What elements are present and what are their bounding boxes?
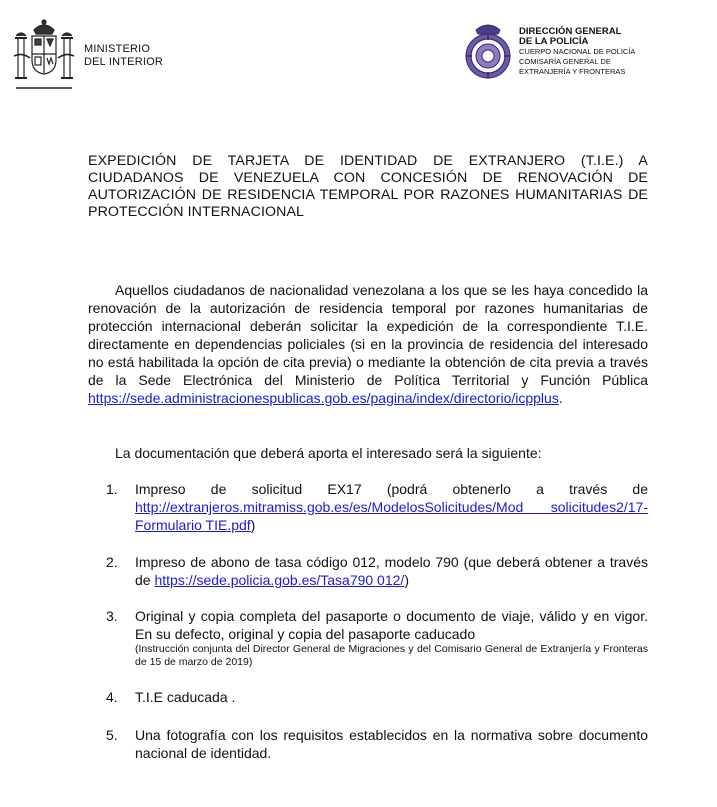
list-item xyxy=(106,553,648,589)
list-item xyxy=(106,607,648,669)
police-badge-icon xyxy=(462,22,514,82)
intro-text: Aquellos ciudadanos de nacionalidad venezolana a los que se les haya concedido la renovación de la autorización de residencia temporal por razones humanitarias de protección internacional deberán solicitar la expedición de la correspondiente T.I.E. directamente en dependencias policiales (si en la provincia de residencia del interesado no está habilitada la opción de cita previa) o mediante la obtención de cita previa a través de la Sede Electrónica del Ministerio de Política Territorial y Función Pública xyxy=(88,282,648,388)
documentation-intro: La documentación que deberá aporta el interesado será la siguiente: xyxy=(115,445,542,461)
item-text: Impreso de solicitud EX17 (podrá obtenerlo a través de xyxy=(135,481,648,497)
spain-coat-of-arms-icon xyxy=(12,16,76,94)
item-number: 3. xyxy=(106,608,118,624)
intro-end: . xyxy=(558,390,563,406)
item-text: Una fotografía con los requisitos establecidos en la normativa sobre documento nacional de identidad. xyxy=(135,727,648,761)
item-text: Original y copia completa del pasaporte o documento de viaje, válido y en vigor. En su defecto, original y copia del pasaporte caducado xyxy=(135,608,648,642)
requirements-list xyxy=(106,480,648,762)
ex17-form-link[interactable]: http://extranjeros.mitramiss.gob.es/es/ModelosSolicitudes/Mod solicitudes2/17-Formulario TIE.pdf xyxy=(135,499,648,533)
icpplus-link[interactable]: https://sede.administracionespublicas.gob.es/pagina/index/directorio/icpplus xyxy=(88,390,559,406)
ministry-line-1: MINISTERIO xyxy=(84,43,151,55)
dgp-line-1: DIRECCIÓN GENERAL xyxy=(519,26,622,37)
item-after: ) xyxy=(404,572,409,588)
list-item xyxy=(106,726,648,762)
item-text: Impreso de abono de tasa código 012, modelo 790 (que deberá obtener a través de xyxy=(135,554,648,588)
document-title: EXPEDICIÓN DE TARJETA DE IDENTIDAD DE EXTRANJERO (T.I.E.) A CIUDADANOS DE VENEZUELA CON CONCESIÓN DE RENOVACIÓN DE AUTORIZACIÓN DE RESIDENCIA TEMPORAL POR RAZONES HUMANITARIAS DE PROTECCIÓN INTERNACIONAL xyxy=(88,153,648,220)
item-number: 5. xyxy=(106,727,118,743)
list-item xyxy=(106,480,648,534)
item-number: 4. xyxy=(106,689,118,705)
dgp-line-4: COMISARÍA GENERAL DE xyxy=(519,57,611,66)
item-after: ) xyxy=(250,517,256,533)
item-text: T.I.E caducada . xyxy=(135,689,236,705)
dgp-line-3: CUERPO NACIONAL DE POLICÍA xyxy=(519,47,636,56)
intro-paragraph xyxy=(88,281,648,407)
item-number: 1. xyxy=(106,481,118,497)
ministry-name xyxy=(84,43,163,69)
item-note: (Instrucción conjunta del Director General de Migraciones y del Comisario General de Extranjería y Fronteras de 15 de marzo de 2019) xyxy=(135,643,648,668)
list-item xyxy=(106,688,648,706)
item-number: 2. xyxy=(106,554,118,570)
dgp-line-5: EXTRANJERÍA Y FRONTERAS xyxy=(519,67,626,76)
tasa790-link[interactable]: https://sede.policia.gob.es/Tasa790 012/ xyxy=(154,572,405,588)
ministry-line-2: DEL INTERIOR xyxy=(84,56,164,68)
dgp-line-2: DE LA POLICÍA xyxy=(519,36,589,47)
police-directorate xyxy=(519,27,635,77)
